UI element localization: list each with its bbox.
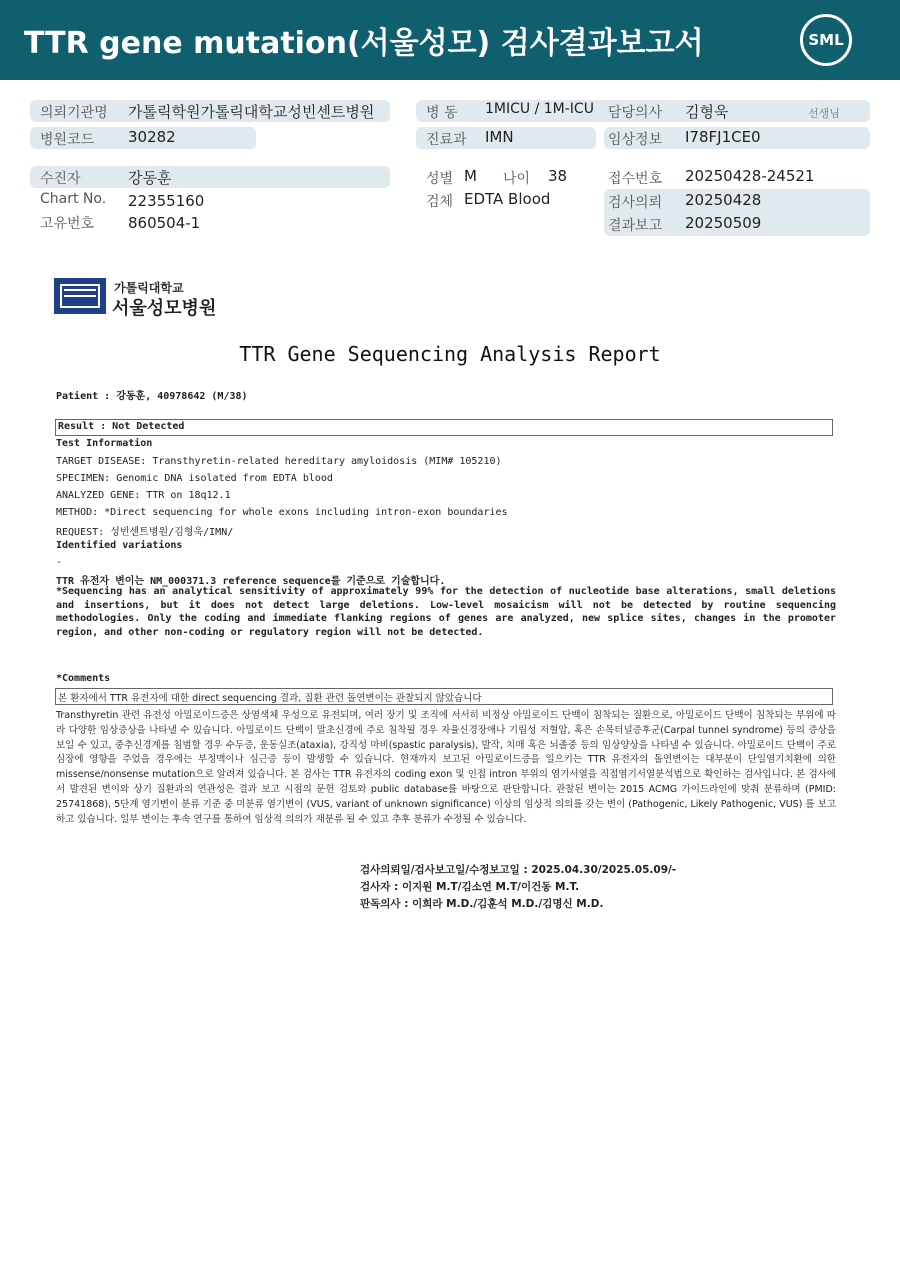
specimen-value: EDTA Blood xyxy=(464,190,551,208)
receipt-value: 20250428-24521 xyxy=(685,167,815,185)
institution-value: 가톨릭학원가톨릭대학교성빈센트병원 xyxy=(128,103,375,121)
unique-value: 860504-1 xyxy=(128,214,201,232)
patient-line: Patient : 강동훈, 40978642 (M/38) xyxy=(56,391,248,402)
hospital-code-label: 병원코드 xyxy=(40,132,95,148)
reference-line: TTR 유전자 변이는 NM_000371.3 reference sequence를 기준으로 기술합니다. xyxy=(56,576,446,587)
ward-value: 1MICU / 1M-ICU xyxy=(485,101,594,117)
age-label: 나이 xyxy=(503,171,531,187)
result-line: Result : Not Detected xyxy=(58,421,185,432)
sml-logo-text: SML xyxy=(808,31,844,49)
dept-value: IMN xyxy=(485,128,514,146)
ward-label: 병 동 xyxy=(426,105,458,121)
result-value: 20250509 xyxy=(685,214,762,232)
hospital-logo-icon xyxy=(54,278,106,314)
specimen-label: 검체 xyxy=(426,194,454,210)
age-value: 38 xyxy=(548,167,568,185)
sign-dates: 검사의뢰일/검사보고일/수정보고일 : 2025.04.30/2025.05.09/- xyxy=(360,864,677,876)
target-disease: TARGET DISEASE: Transthyretin-related hereditary amyloidosis (MIM# 105210) xyxy=(56,456,502,467)
sex-value: M xyxy=(464,167,477,185)
request-value: 20250428 xyxy=(685,191,762,209)
patient-bar xyxy=(30,166,390,188)
method-line: METHOD: *Direct sequencing for whole exons including intron-exon boundaries xyxy=(56,507,508,518)
receipt-label: 접수번호 xyxy=(608,171,663,187)
comment-boxed-text: 본 환자에서 TTR 유전자에 대한 direct sequencing 결과, 질환 관련 돌연변이는 관찰되지 않았습니다 xyxy=(58,693,482,704)
page-title: TTR gene mutation(서울성모) 검사결과보고서 xyxy=(24,26,704,61)
institution-label: 의뢰기관명 xyxy=(40,105,108,121)
comments-heading: *Comments xyxy=(56,673,111,684)
identified-heading: Identified variations xyxy=(56,540,183,551)
sign-testers: 검사자 : 이지원 M.T/김소연 M.T/이건동 M.T. xyxy=(360,881,580,893)
request-line: REQUEST: 성빈센트병원/김형욱/IMN/ xyxy=(56,527,234,538)
physician-suffix: 선생님 xyxy=(808,107,840,120)
identified-dash: - xyxy=(56,557,63,568)
analyzed-gene: ANALYZED GENE: TTR on 18q12.1 xyxy=(56,490,231,501)
test-info-heading: Test Information xyxy=(56,438,153,449)
specimen-line: SPECIMEN: Genomic DNA isolated from EDTA blood xyxy=(56,473,333,484)
request-label: 검사의뢰 xyxy=(608,195,663,211)
report-title: TTR Gene Sequencing Analysis Report xyxy=(239,342,661,366)
sequencing-note: *Sequencing has an analytical sensitivity of approximately 99% for the detection of nucleotide base alterations, small deletions and insertions, but it does not detect large deletions. Low-level mosaicism will not be detected by routine sequencing methodologies. Only the coding and immediate flanking regions of genes are analyzed, new splice sites, changes in the promoter region, and other non-coding or regulatory region will not be detected. xyxy=(56,586,836,638)
result-label: 결과보고 xyxy=(608,218,663,234)
comment-body: Transthyretin 관련 유전성 아밀로이드증은 상염색체 우성으로 유전되며, 여러 장기 및 조직에 서서히 비정상 아밀로이드 단백이 침착되는 질환으로, 아밀로이드 단백이 침착되는 부위에 따라 다양한 임상증상을 나타낼 수 있습니다. 아밀로이드 단백이 말초신경에 주로 침착될 경우 자율신경장애나 기립성 저혈압, 혹은 손목터널증후군(Carpal tunnel syndrome) 등의 증상을 보일 수 있고, 중추신경계를 침범할 경우 수두증, 운동실조(ataxia), 강직성 마비(spastic paralysis), 발작, 치매 혹은 뇌졸중 등의 임상양상을 나타낼 수 있습니다. 아밀로이드 단백이 주로 심장에 영향을 주었을 경우에는 부정맥이나 심근증 등이 발생할 수 있습니다. 현재까지 보고된 아밀로이드증을 일으키는 TTR 유전자의 돌연변이는 대부분이 단일염기치환에 의한 missense/nonsense mutation으로 알려져 있습니다. 본 검사는 TTR 유전자의 coding exon 및 인접 intron 부위의 염기서열을 직접염기서열분석법으로 확인하는 검사입니다. 본 검사에서 발견된 변이와 상기 질환과의 연관성은 결과 보고 시점의 문헌 검토와 public database를 바탕으로 판단합니다. 관찰된 변이는 2015 ACMG 가이드라인에 맞춰 분류하며 (PMID: 25741868), 5단계 염기변이 분류 기준 중 미분류 염기변이 (VUS, variant of unknown significance) 이상의 임상적 의의를 갖는 변이 (Pathogenic, Likely Pathogenic, VUS) 를 보고하고 있습니다. 일부 변이는 후속 연구를 통하여 임상적 의의가 재분류 될 수 있고 추후 분류가 수정될 수 있습니다. xyxy=(56,710,836,825)
dept-label: 진료과 xyxy=(426,132,467,148)
sml-logo xyxy=(800,14,852,66)
chart-label: Chart No. xyxy=(40,191,107,207)
sex-label: 성별 xyxy=(426,171,454,187)
patient-value: 강동훈 xyxy=(128,169,172,187)
clinical-value: I78FJ1CE0 xyxy=(685,128,761,146)
unique-label: 고유번호 xyxy=(40,216,95,232)
hospital-code-value: 30282 xyxy=(128,128,176,146)
physician-label: 담당의사 xyxy=(608,105,663,121)
page-header xyxy=(0,0,900,80)
chart-value: 22355160 xyxy=(128,192,205,210)
hospital-sub-name: 가톨릭대학교 xyxy=(114,281,184,295)
clinical-label: 임상정보 xyxy=(608,132,663,148)
patient-label: 수진자 xyxy=(40,171,81,187)
hospital-name: 서울성모병원 xyxy=(112,298,217,319)
sign-doctors: 판독의사 : 이희라 M.D./김훈석 M.D./김명신 M.D. xyxy=(360,898,604,910)
physician-value: 김형욱 xyxy=(685,103,729,121)
